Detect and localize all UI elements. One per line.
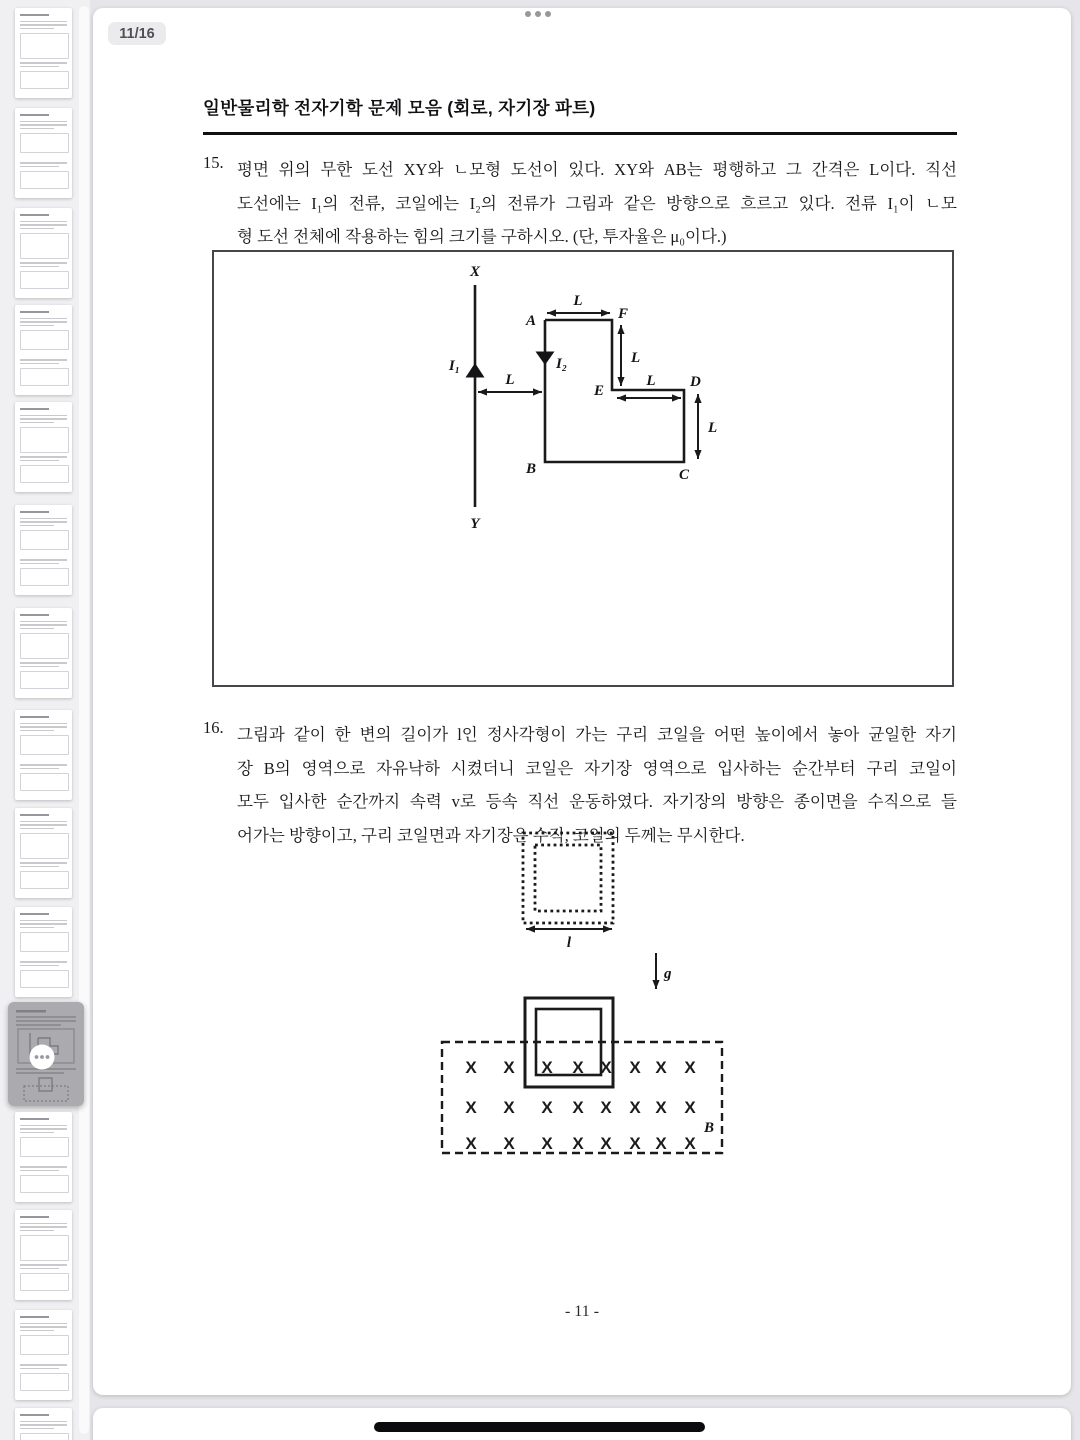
thumbnail-text-line xyxy=(20,1226,68,1228)
dot-icon xyxy=(535,11,541,17)
dim-label-af: L xyxy=(573,293,583,309)
thumbnail-text-line xyxy=(20,723,68,725)
thumbnail-text-line xyxy=(20,224,68,226)
next-page-content-bar xyxy=(374,1422,705,1432)
thumbnail-text-line xyxy=(20,961,68,963)
thumbnail-text-line xyxy=(20,1364,68,1366)
thumbnail-figure-box xyxy=(20,833,70,858)
coil-outer-dotted xyxy=(523,833,613,923)
thumbnail-figure-box xyxy=(20,773,70,791)
figure-15-diagram xyxy=(214,252,948,681)
thumbnail-text-line xyxy=(20,563,60,565)
thumbnail-text-line xyxy=(20,418,68,420)
problem-number: 15. xyxy=(203,153,224,172)
thumbnail-text-line xyxy=(20,821,68,823)
dot-icon xyxy=(545,11,551,17)
thumbnail-figure-box xyxy=(20,530,70,550)
problem-text-line: 평면 위의 무한 도선 XY와 ㄴ모형 도선이 있다. XY와 AB는 평행하고 그 간격은 L이다. 직선 xyxy=(237,160,957,179)
sidebar-scrollbar[interactable] xyxy=(79,6,89,1434)
figure-15-frame xyxy=(212,250,954,687)
field-x-symbol: X xyxy=(503,1134,515,1153)
page-thumbnail[interactable] xyxy=(15,402,72,492)
field-x-symbol: X xyxy=(684,1098,696,1117)
thumbnail-text-line xyxy=(20,124,68,126)
field-x-symbol: X xyxy=(684,1058,696,1077)
field-x-symbol: X xyxy=(503,1098,515,1117)
thumbnail-text-line xyxy=(20,624,68,626)
thumbnail-title-line xyxy=(20,14,50,16)
thumbnail-text-line xyxy=(20,415,68,417)
thumbnail-text-line xyxy=(20,1264,68,1266)
thumbnail-figure-box xyxy=(20,33,70,58)
field-x-symbol: X xyxy=(572,1134,584,1153)
thumbnail-text-line xyxy=(20,460,60,462)
thumbnail-text-line xyxy=(20,21,68,23)
thumbnail-text-line xyxy=(20,764,68,766)
thumbnail-figure-box xyxy=(20,71,70,89)
thumbnail-text-line xyxy=(20,828,54,830)
field-x-symbol: X xyxy=(541,1098,553,1117)
thumbnail-figure-box xyxy=(20,368,70,386)
page-thumbnail[interactable] xyxy=(15,8,72,98)
page-11-card xyxy=(93,8,1071,1395)
thumbnail-figure-box xyxy=(20,427,70,452)
page-number-footer: - 11 - xyxy=(564,1303,600,1320)
thumbnail-text-line xyxy=(20,1421,68,1423)
thumbnail-title-line xyxy=(20,214,50,216)
label-f: F xyxy=(618,306,629,322)
field-x-symbol: X xyxy=(600,1098,612,1117)
dot-icon xyxy=(35,1055,39,1059)
thumbnail-text-line xyxy=(20,726,68,728)
thumbnail-text-line xyxy=(20,662,68,664)
page-thumbnail[interactable] xyxy=(15,108,72,198)
thumbnail-figure-box xyxy=(20,735,70,755)
thumbnail-text-line xyxy=(20,768,60,770)
thumbnail-text-line xyxy=(20,866,60,868)
thumbnail-text-line xyxy=(20,923,68,925)
page-thumbnail[interactable] xyxy=(15,808,72,898)
thumbnail-text-line xyxy=(20,162,68,164)
label-a: A xyxy=(525,313,536,329)
field-x-symbol: X xyxy=(655,1134,667,1153)
title-underline xyxy=(203,132,957,135)
thumbnail-title-line xyxy=(20,716,50,718)
thumbnail-figure-box xyxy=(20,233,70,258)
page-thumbnail[interactable] xyxy=(15,1112,72,1202)
thumbnail-text-line xyxy=(20,422,54,424)
thumbnail-text-line xyxy=(20,1128,68,1130)
label-c: C xyxy=(678,467,690,483)
thumbnail-preview xyxy=(8,1002,84,1106)
thumbnail-text-line xyxy=(20,965,60,967)
field-x-symbol: X xyxy=(541,1134,553,1153)
more-options-icon[interactable] xyxy=(525,11,551,17)
thumbnail-figure-box xyxy=(20,568,70,586)
coil-abcdef xyxy=(545,320,684,462)
label-i2: I₂ xyxy=(556,356,568,372)
page-thumbnail[interactable] xyxy=(15,208,72,298)
thumbnail-text-line xyxy=(20,1132,54,1134)
thumbnail-text-line xyxy=(20,121,68,123)
field-x-marks xyxy=(465,1058,696,1153)
thumbnail-figure-box xyxy=(20,633,70,658)
label-i1: I₁ xyxy=(448,358,460,374)
field-x-symbol: X xyxy=(465,1134,477,1153)
dot-icon xyxy=(46,1055,50,1059)
thumbnail-text-line xyxy=(20,456,68,458)
thumbnail-text-line xyxy=(20,1170,60,1172)
thumbnail-figure-box xyxy=(20,1335,70,1355)
field-x-symbol: X xyxy=(465,1098,477,1117)
problem-text-line: 형 도선 전체에 작용하는 힘의 크기를 구하시오. (단, 투자율은 μ₀이다.) xyxy=(237,227,727,246)
thumbnail-text-line xyxy=(20,24,68,26)
thumbnail-text-line xyxy=(20,318,68,320)
thumbnail-figure-box xyxy=(20,871,70,889)
thumbnail-text-line xyxy=(20,1323,68,1325)
thumbnail-figure-box xyxy=(20,671,70,689)
label-y: Y xyxy=(470,516,480,532)
thumbnail-text-line xyxy=(20,730,54,732)
thumbnail-figure-box xyxy=(20,171,70,189)
dot-icon xyxy=(525,11,531,17)
thumbnail-title-line xyxy=(20,1216,50,1218)
coil-inner-dotted xyxy=(535,845,601,911)
page-indicator-badge: 11/16 xyxy=(108,22,166,45)
thumbnail-text-line xyxy=(20,28,54,30)
thumbnail-title-line xyxy=(20,311,50,313)
thumbnail-text-line xyxy=(20,927,54,929)
thumbnail-text-line xyxy=(20,1230,54,1232)
document-title: 일반물리학 전자기학 문제 모음 (회로, 자기장 파트) xyxy=(203,98,596,118)
thumbnail-figure-box xyxy=(20,932,70,952)
thumbnail-title-line xyxy=(20,1118,50,1120)
problem-15 xyxy=(203,153,957,254)
thumbnail-text-line xyxy=(20,559,68,561)
thumbnail-text-line xyxy=(20,1330,54,1332)
thumbnail-title-line xyxy=(20,814,50,816)
thumbnail-figure-box xyxy=(20,1235,70,1260)
field-x-symbol: X xyxy=(629,1098,641,1117)
thumbnail-text-line xyxy=(20,228,54,230)
thumbnail-text-line xyxy=(20,525,54,527)
label-d: D xyxy=(690,374,701,390)
page-thumbnail[interactable] xyxy=(15,1210,72,1300)
thumbnail-text-line xyxy=(20,1428,54,1430)
page-thumbnail[interactable] xyxy=(15,907,72,997)
thumbnail-text-line xyxy=(20,62,68,64)
page-thumbnail[interactable] xyxy=(15,505,72,595)
label-side-length: l xyxy=(566,935,572,951)
dot-icon xyxy=(40,1055,44,1059)
field-x-symbol: X xyxy=(655,1058,667,1077)
problem-text-line: 모두 입사한 순간까지 속력 v로 등속 직선 운동하였다. 자기장의 방향은 종이면을 수직으로 들 xyxy=(237,792,957,811)
figure-16-arrows xyxy=(526,925,660,989)
thumbnail-text-line xyxy=(20,66,60,68)
thumbnail-text-line xyxy=(20,359,68,361)
field-x-symbol: X xyxy=(465,1058,477,1077)
label-e: E xyxy=(593,383,604,399)
label-field-b: B xyxy=(704,1120,715,1136)
thumbnail-text-line xyxy=(20,1223,68,1225)
problem-text-line: 어가는 방향이고, 구리 코일면과 자기장은 수직, 코일의 두께는 무시한다. xyxy=(237,825,745,845)
dim-label-ed: L xyxy=(646,373,656,389)
thumbnail-sidebar xyxy=(0,0,90,1440)
field-x-symbol: X xyxy=(629,1058,641,1077)
thumbnail-text-line xyxy=(20,166,60,168)
dim-label-fe: L xyxy=(631,350,641,366)
field-x-symbol: X xyxy=(572,1058,584,1077)
page-thumbnail[interactable] xyxy=(15,608,72,698)
thumbnail-figure-box xyxy=(20,465,70,483)
label-b: B xyxy=(525,461,536,477)
thumbnail-title-line xyxy=(20,913,50,915)
thumbnail-text-line xyxy=(20,1368,60,1370)
page-thumbnail[interactable] xyxy=(15,1310,72,1400)
thumbnail-title-line xyxy=(20,614,50,616)
dim-label-dc: L xyxy=(708,420,718,436)
thumbnail-text-line xyxy=(20,862,68,864)
problem-text-line: 그림과 같이 한 변의 길이가 l인 정사각형이 가는 구리 코일을 어떤 높이에서 놓아 균일한 자기 xyxy=(237,725,957,744)
dim-label-gap: L xyxy=(505,372,515,388)
thumbnail-figure-box xyxy=(20,1273,70,1291)
field-x-symbol: X xyxy=(572,1098,584,1117)
page-thumbnail[interactable] xyxy=(15,710,72,800)
thumbnail-text-line xyxy=(20,262,68,264)
thumbnail-text-line xyxy=(20,518,68,520)
field-x-symbol: X xyxy=(541,1058,553,1077)
field-x-symbol: X xyxy=(684,1134,696,1153)
thumbnail-text-line xyxy=(20,321,68,323)
thumbnail-figure-box xyxy=(20,133,70,153)
problem-text-line: 장 B의 영역으로 자유낙하 시켰더니 코일은 자기장 영역으로 입사하는 순간부터 구리 코일이 xyxy=(237,758,957,778)
thumbnail-title-line xyxy=(20,1414,50,1416)
field-x-symbol: X xyxy=(600,1058,612,1077)
thumbnail-figure-box xyxy=(20,1373,70,1391)
thumbnail-figure-box xyxy=(20,1175,70,1193)
thumbnail-text-line xyxy=(20,824,68,826)
thumbnail-title-line xyxy=(20,1316,50,1318)
thumbnail-figure-box xyxy=(20,1137,70,1157)
field-x-symbol: X xyxy=(629,1134,641,1153)
thumbnail-text-line xyxy=(20,666,60,668)
field-x-symbol: X xyxy=(655,1098,667,1117)
field-x-symbol: X xyxy=(503,1058,515,1077)
figure-16-diagram xyxy=(423,825,833,1165)
thumbnail-text-line xyxy=(20,363,60,365)
thumbnail-text-line xyxy=(20,325,54,327)
thumbnail-figure-box xyxy=(20,1433,70,1440)
thumbnail-text-line xyxy=(20,1125,68,1127)
label-x: X xyxy=(469,264,481,280)
thumbnail-text-line xyxy=(20,221,68,223)
thumbnail-figure-box xyxy=(20,970,70,988)
thumbnail-text-line xyxy=(20,1268,60,1270)
thumbnail-text-line xyxy=(20,128,54,130)
current-2-arrow-icon xyxy=(536,352,555,366)
page-12-card xyxy=(93,1408,1071,1440)
thumbnail-text-line xyxy=(20,266,60,268)
thumbnail-title-line xyxy=(20,114,50,116)
thumbnail-figure-box xyxy=(20,330,70,350)
thumbnail-text-line xyxy=(20,628,54,630)
page-thumbnail[interactable] xyxy=(15,305,72,395)
page-thumbnail-selected[interactable] xyxy=(8,1002,84,1106)
thumbnail-title-line xyxy=(20,511,50,513)
thumbnail-text-line xyxy=(20,521,68,523)
thumbnail-text-line xyxy=(20,1424,68,1426)
thumbnail-figure-box xyxy=(20,271,70,289)
thumbnail-title-line xyxy=(20,408,50,410)
field-x-symbol: X xyxy=(600,1134,612,1153)
thumbnail-text-line xyxy=(20,621,68,623)
problem-number: 16. xyxy=(203,718,224,737)
label-gravity: g xyxy=(664,966,672,982)
problem-text-line: 도선에는 I₁의 전류, 코일에는 I₂의 전류가 그림과 같은 방향으로 흐르고 있다. 전류 I₁이 ㄴ모 xyxy=(237,193,957,213)
current-1-arrow-icon xyxy=(466,363,485,378)
page-thumbnail[interactable] xyxy=(15,1408,72,1440)
thumbnail-text-line xyxy=(20,1326,68,1328)
thumbnail-text-line xyxy=(20,1166,68,1168)
thumbnail-text-line xyxy=(20,920,68,922)
